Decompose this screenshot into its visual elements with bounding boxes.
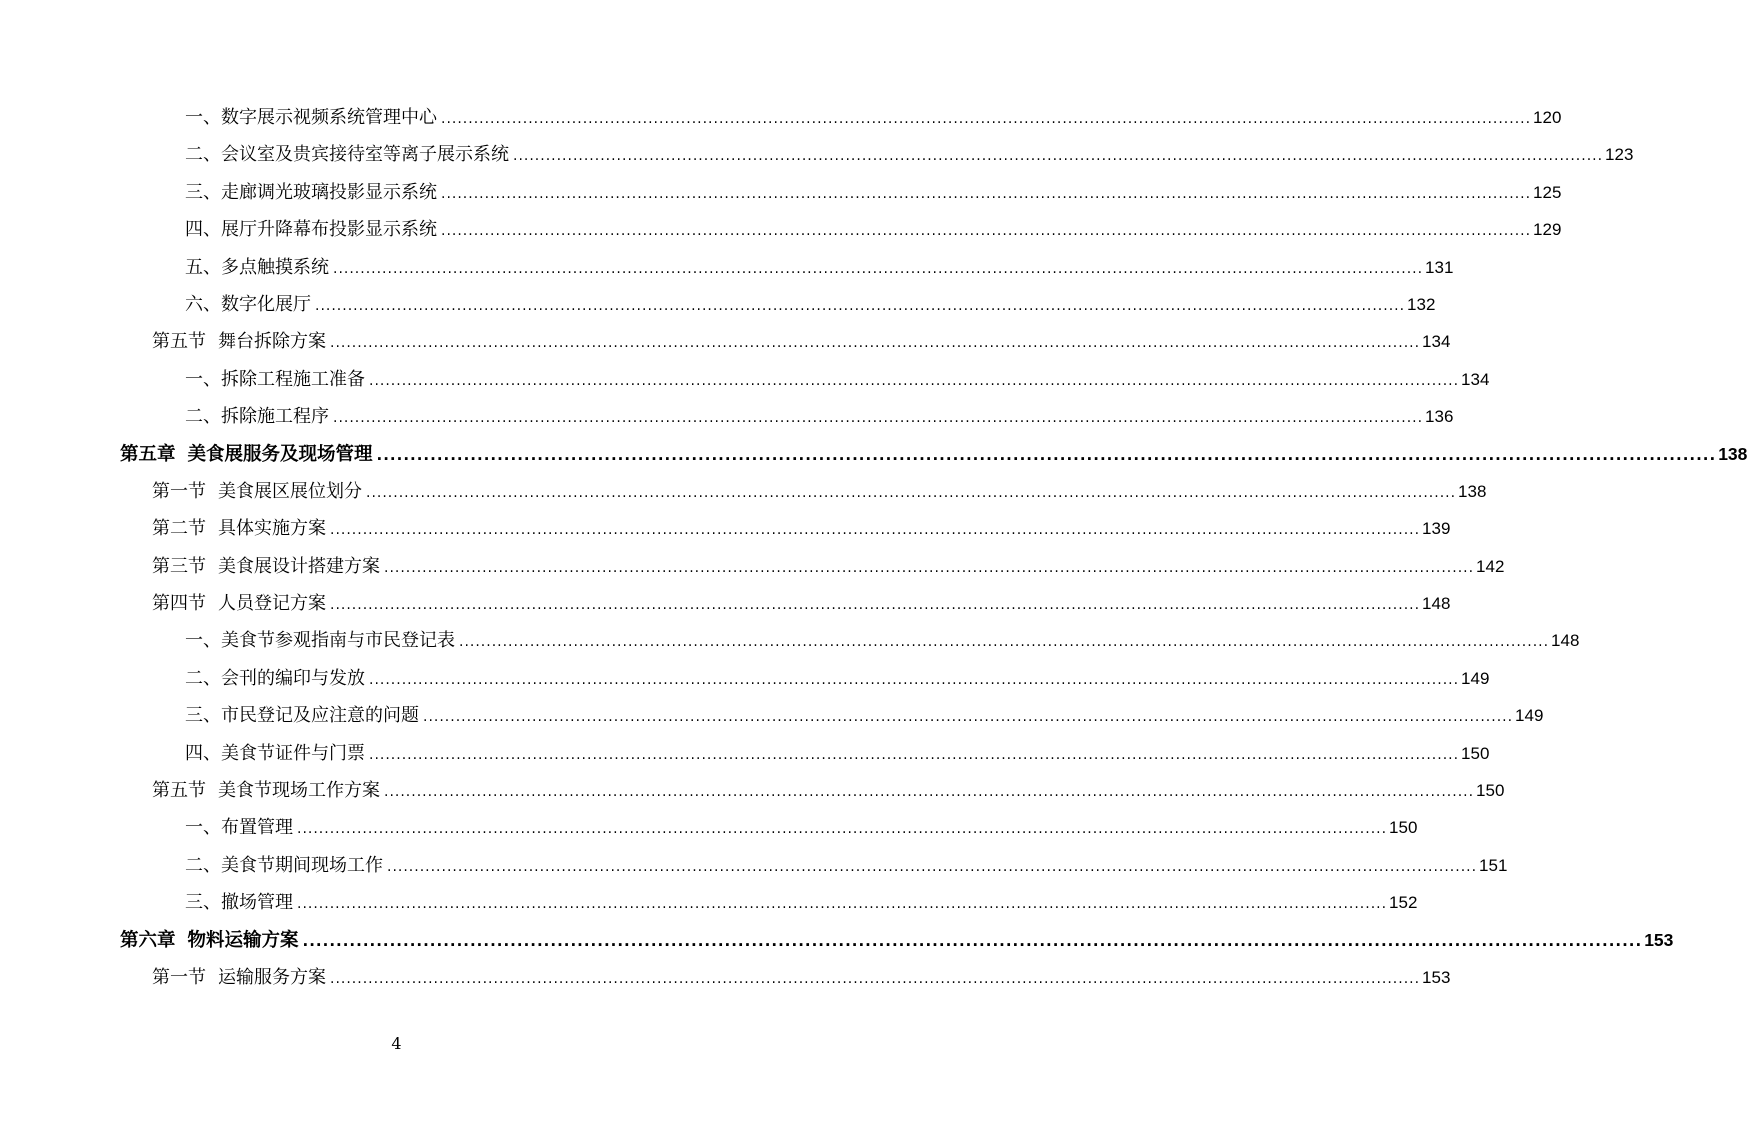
toc-entry[interactable] bbox=[0, 960, 1451, 997]
toc-entry[interactable] bbox=[0, 212, 1562, 249]
toc-entry-page: 149 bbox=[1461, 668, 1490, 688]
toc-entry-page: 134 bbox=[1422, 332, 1451, 352]
toc-entry-title: 走廊调光玻璃投影显示系统 bbox=[221, 181, 437, 203]
toc-leader-dots: ........................................................................................................................................................................................................ bbox=[441, 110, 1532, 127]
toc-entry-title: 拆除施工程序 bbox=[221, 406, 329, 428]
toc-leader-dots: ........................................................................................................................................................................................................ bbox=[297, 896, 1388, 913]
toc-leader-dots: ........................................................................................................................................................................................................ bbox=[369, 746, 1460, 763]
toc-entry[interactable] bbox=[0, 137, 1634, 174]
table-of-contents bbox=[0, 100, 1747, 997]
toc-entry-title: 人员登记方案 bbox=[218, 593, 326, 615]
toc-entry-title: 美食展服务及现场管理 bbox=[187, 444, 373, 465]
toc-entry[interactable] bbox=[0, 287, 1436, 324]
toc-entry-title: 美食节证件与门票 bbox=[221, 742, 365, 764]
toc-entry-page: 148 bbox=[1422, 594, 1451, 614]
toc-entry-title: 多点触摸系统 bbox=[221, 256, 329, 278]
toc-entry[interactable] bbox=[0, 511, 1451, 548]
toc-entry-page: 138 bbox=[1718, 444, 1747, 464]
toc-entry-number: 第一节 bbox=[152, 480, 206, 502]
toc-entry-page: 134 bbox=[1461, 369, 1490, 389]
toc-entry[interactable] bbox=[0, 474, 1487, 511]
toc-entry-title: 美食节期间现场工作 bbox=[221, 854, 383, 876]
toc-entry-title: 美食节现场工作方案 bbox=[218, 780, 380, 802]
toc-leader-dots: ........................................................................................................................................................................................................ bbox=[330, 522, 1421, 539]
toc-entry[interactable] bbox=[0, 810, 1418, 847]
toc-entry-page: 136 bbox=[1425, 407, 1454, 427]
toc-entry[interactable] bbox=[0, 437, 1747, 474]
toc-entry-number: 四、 bbox=[185, 742, 221, 764]
toc-entry-number: 二、 bbox=[185, 144, 221, 166]
toc-entry-page: 150 bbox=[1476, 781, 1505, 801]
toc-entry[interactable] bbox=[0, 661, 1490, 698]
toc-entry-number: 第二节 bbox=[152, 518, 206, 540]
toc-entry-number: 四、 bbox=[185, 219, 221, 241]
toc-entry[interactable] bbox=[0, 773, 1505, 810]
toc-entry-page: 139 bbox=[1422, 519, 1451, 539]
toc-entry[interactable] bbox=[0, 623, 1580, 660]
toc-entry-page: 132 bbox=[1407, 294, 1436, 314]
toc-entry-number: 一、 bbox=[185, 817, 221, 839]
toc-leader-dots: ........................................................................................................................................................................................................ bbox=[423, 709, 1514, 726]
toc-leader-dots: ........................................................................................................................................................................................................ bbox=[384, 784, 1475, 801]
toc-entry-title: 展厅升降幕布投影显示系统 bbox=[221, 219, 437, 241]
toc-entry-title: 市民登记及应注意的问题 bbox=[221, 705, 419, 727]
toc-leader-dots: ........................................................................................................................................................................................................ bbox=[315, 297, 1406, 314]
toc-entry-number: 六、 bbox=[185, 293, 221, 315]
page-number: 4 bbox=[391, 1034, 402, 1053]
toc-leader-dots: ........................................................................................................................................................................................................ bbox=[330, 335, 1421, 352]
toc-entry-number: 一、 bbox=[185, 106, 221, 128]
toc-leader-dots: ........................................................................................................................................................................................................ bbox=[333, 260, 1424, 277]
toc-entry-page: 153 bbox=[1422, 967, 1451, 987]
toc-entry[interactable] bbox=[0, 175, 1562, 212]
toc-entry-title: 运输服务方案 bbox=[218, 966, 326, 988]
toc-leader-dots: ........................................................................................................................................................................................................ bbox=[387, 858, 1478, 875]
toc-entry-page: 151 bbox=[1479, 855, 1508, 875]
toc-entry-title: 美食展设计搭建方案 bbox=[218, 555, 380, 577]
toc-leader-dots: ........................................................................................................................................................................................................ bbox=[330, 970, 1421, 987]
toc-entry-number: 第六章 bbox=[120, 930, 176, 952]
toc-entry-title: 拆除工程施工准备 bbox=[221, 368, 365, 390]
toc-entry-title: 数字化展厅 bbox=[221, 293, 311, 315]
toc-entry-title: 具体实施方案 bbox=[218, 518, 326, 540]
toc-entry-page: 125 bbox=[1533, 182, 1562, 202]
toc-entry[interactable] bbox=[0, 362, 1490, 399]
toc-entry-title: 撤场管理 bbox=[221, 892, 293, 914]
toc-entry-number: 三、 bbox=[185, 181, 221, 203]
toc-entry-number: 三、 bbox=[185, 892, 221, 914]
toc-leader-dots: ........................................................................................................................................................................................................ bbox=[369, 671, 1460, 688]
toc-entry[interactable] bbox=[0, 848, 1508, 885]
toc-leader-dots: ........................................................................................................................................................................................................ bbox=[333, 410, 1424, 427]
toc-entry-number: 三、 bbox=[185, 705, 221, 727]
toc-entry-number: 第五章 bbox=[120, 444, 176, 465]
toc-entry-title: 舞台拆除方案 bbox=[218, 331, 326, 353]
toc-leader-dots: ........................................................................................................................................................................................................ bbox=[459, 634, 1550, 651]
toc-entry[interactable] bbox=[0, 100, 1562, 137]
toc-entry[interactable] bbox=[0, 736, 1490, 773]
toc-entry-number: 第五节 bbox=[152, 331, 206, 353]
toc-entry-page: 150 bbox=[1389, 818, 1418, 838]
toc-leader-dots: ........................................................................................................................................................................................................ bbox=[376, 446, 1717, 464]
toc-entry-number: 第四节 bbox=[152, 593, 206, 615]
toc-entry-number: 第三节 bbox=[152, 555, 206, 577]
toc-leader-dots: ........................................................................................................................................................................................................ bbox=[369, 372, 1460, 389]
toc-entry-page: 129 bbox=[1533, 220, 1562, 240]
toc-entry-page: 150 bbox=[1461, 743, 1490, 763]
toc-leader-dots: ........................................................................................................................................................................................................ bbox=[513, 148, 1604, 165]
toc-entry-number: 二、 bbox=[185, 854, 221, 876]
toc-leader-dots: ........................................................................................................................................................................................................ bbox=[297, 821, 1388, 838]
toc-entry-number: 五、 bbox=[185, 256, 221, 278]
toc-entry[interactable] bbox=[0, 549, 1505, 586]
toc-entry-number: 二、 bbox=[185, 406, 221, 428]
toc-entry[interactable] bbox=[0, 250, 1454, 287]
toc-entry-title: 会刊的编印与发放 bbox=[221, 667, 365, 689]
toc-entry-number: 第五节 bbox=[152, 780, 206, 802]
toc-entry-title: 美食节参观指南与市民登记表 bbox=[221, 630, 455, 652]
toc-entry-title: 物料运输方案 bbox=[187, 930, 299, 952]
toc-entry-page: 149 bbox=[1515, 706, 1544, 726]
toc-entry-page: 138 bbox=[1458, 481, 1487, 501]
toc-entry-number: 第一节 bbox=[152, 966, 206, 988]
toc-entry-page: 131 bbox=[1425, 257, 1454, 277]
toc-entry-page: 123 bbox=[1605, 145, 1634, 165]
toc-leader-dots: ........................................................................................................................................................................................................ bbox=[384, 559, 1475, 576]
toc-entry[interactable] bbox=[0, 923, 1674, 960]
toc-leader-dots: ........................................................................................................................................................................................................ bbox=[441, 185, 1532, 202]
toc-entry-page: 142 bbox=[1476, 556, 1505, 576]
toc-entry-title: 会议室及贵宾接待室等离子展示系统 bbox=[221, 144, 509, 166]
toc-entry-page: 120 bbox=[1533, 107, 1562, 127]
toc-entry[interactable] bbox=[0, 885, 1418, 922]
toc-leader-dots: ........................................................................................................................................................................................................ bbox=[366, 484, 1457, 501]
toc-entry[interactable] bbox=[0, 698, 1544, 735]
toc-entry-title: 布置管理 bbox=[221, 817, 293, 839]
toc-entry-title: 美食展区展位划分 bbox=[218, 480, 362, 502]
toc-entry-title: 数字展示视频系统管理中心 bbox=[221, 106, 437, 128]
toc-entry-page: 148 bbox=[1551, 631, 1580, 651]
toc-leader-dots: ........................................................................................................................................................................................................ bbox=[302, 932, 1643, 951]
toc-entry-page: 152 bbox=[1389, 893, 1418, 913]
toc-entry[interactable] bbox=[0, 586, 1451, 623]
toc-leader-dots: ........................................................................................................................................................................................................ bbox=[330, 597, 1421, 614]
toc-entry-number: 二、 bbox=[185, 667, 221, 689]
toc-leader-dots: ........................................................................................................................................................................................................ bbox=[441, 223, 1532, 240]
toc-entry[interactable] bbox=[0, 399, 1454, 436]
toc-entry[interactable] bbox=[0, 324, 1451, 361]
toc-entry-number: 一、 bbox=[185, 630, 221, 652]
toc-entry-number: 一、 bbox=[185, 368, 221, 390]
toc-entry-page: 153 bbox=[1644, 930, 1674, 951]
